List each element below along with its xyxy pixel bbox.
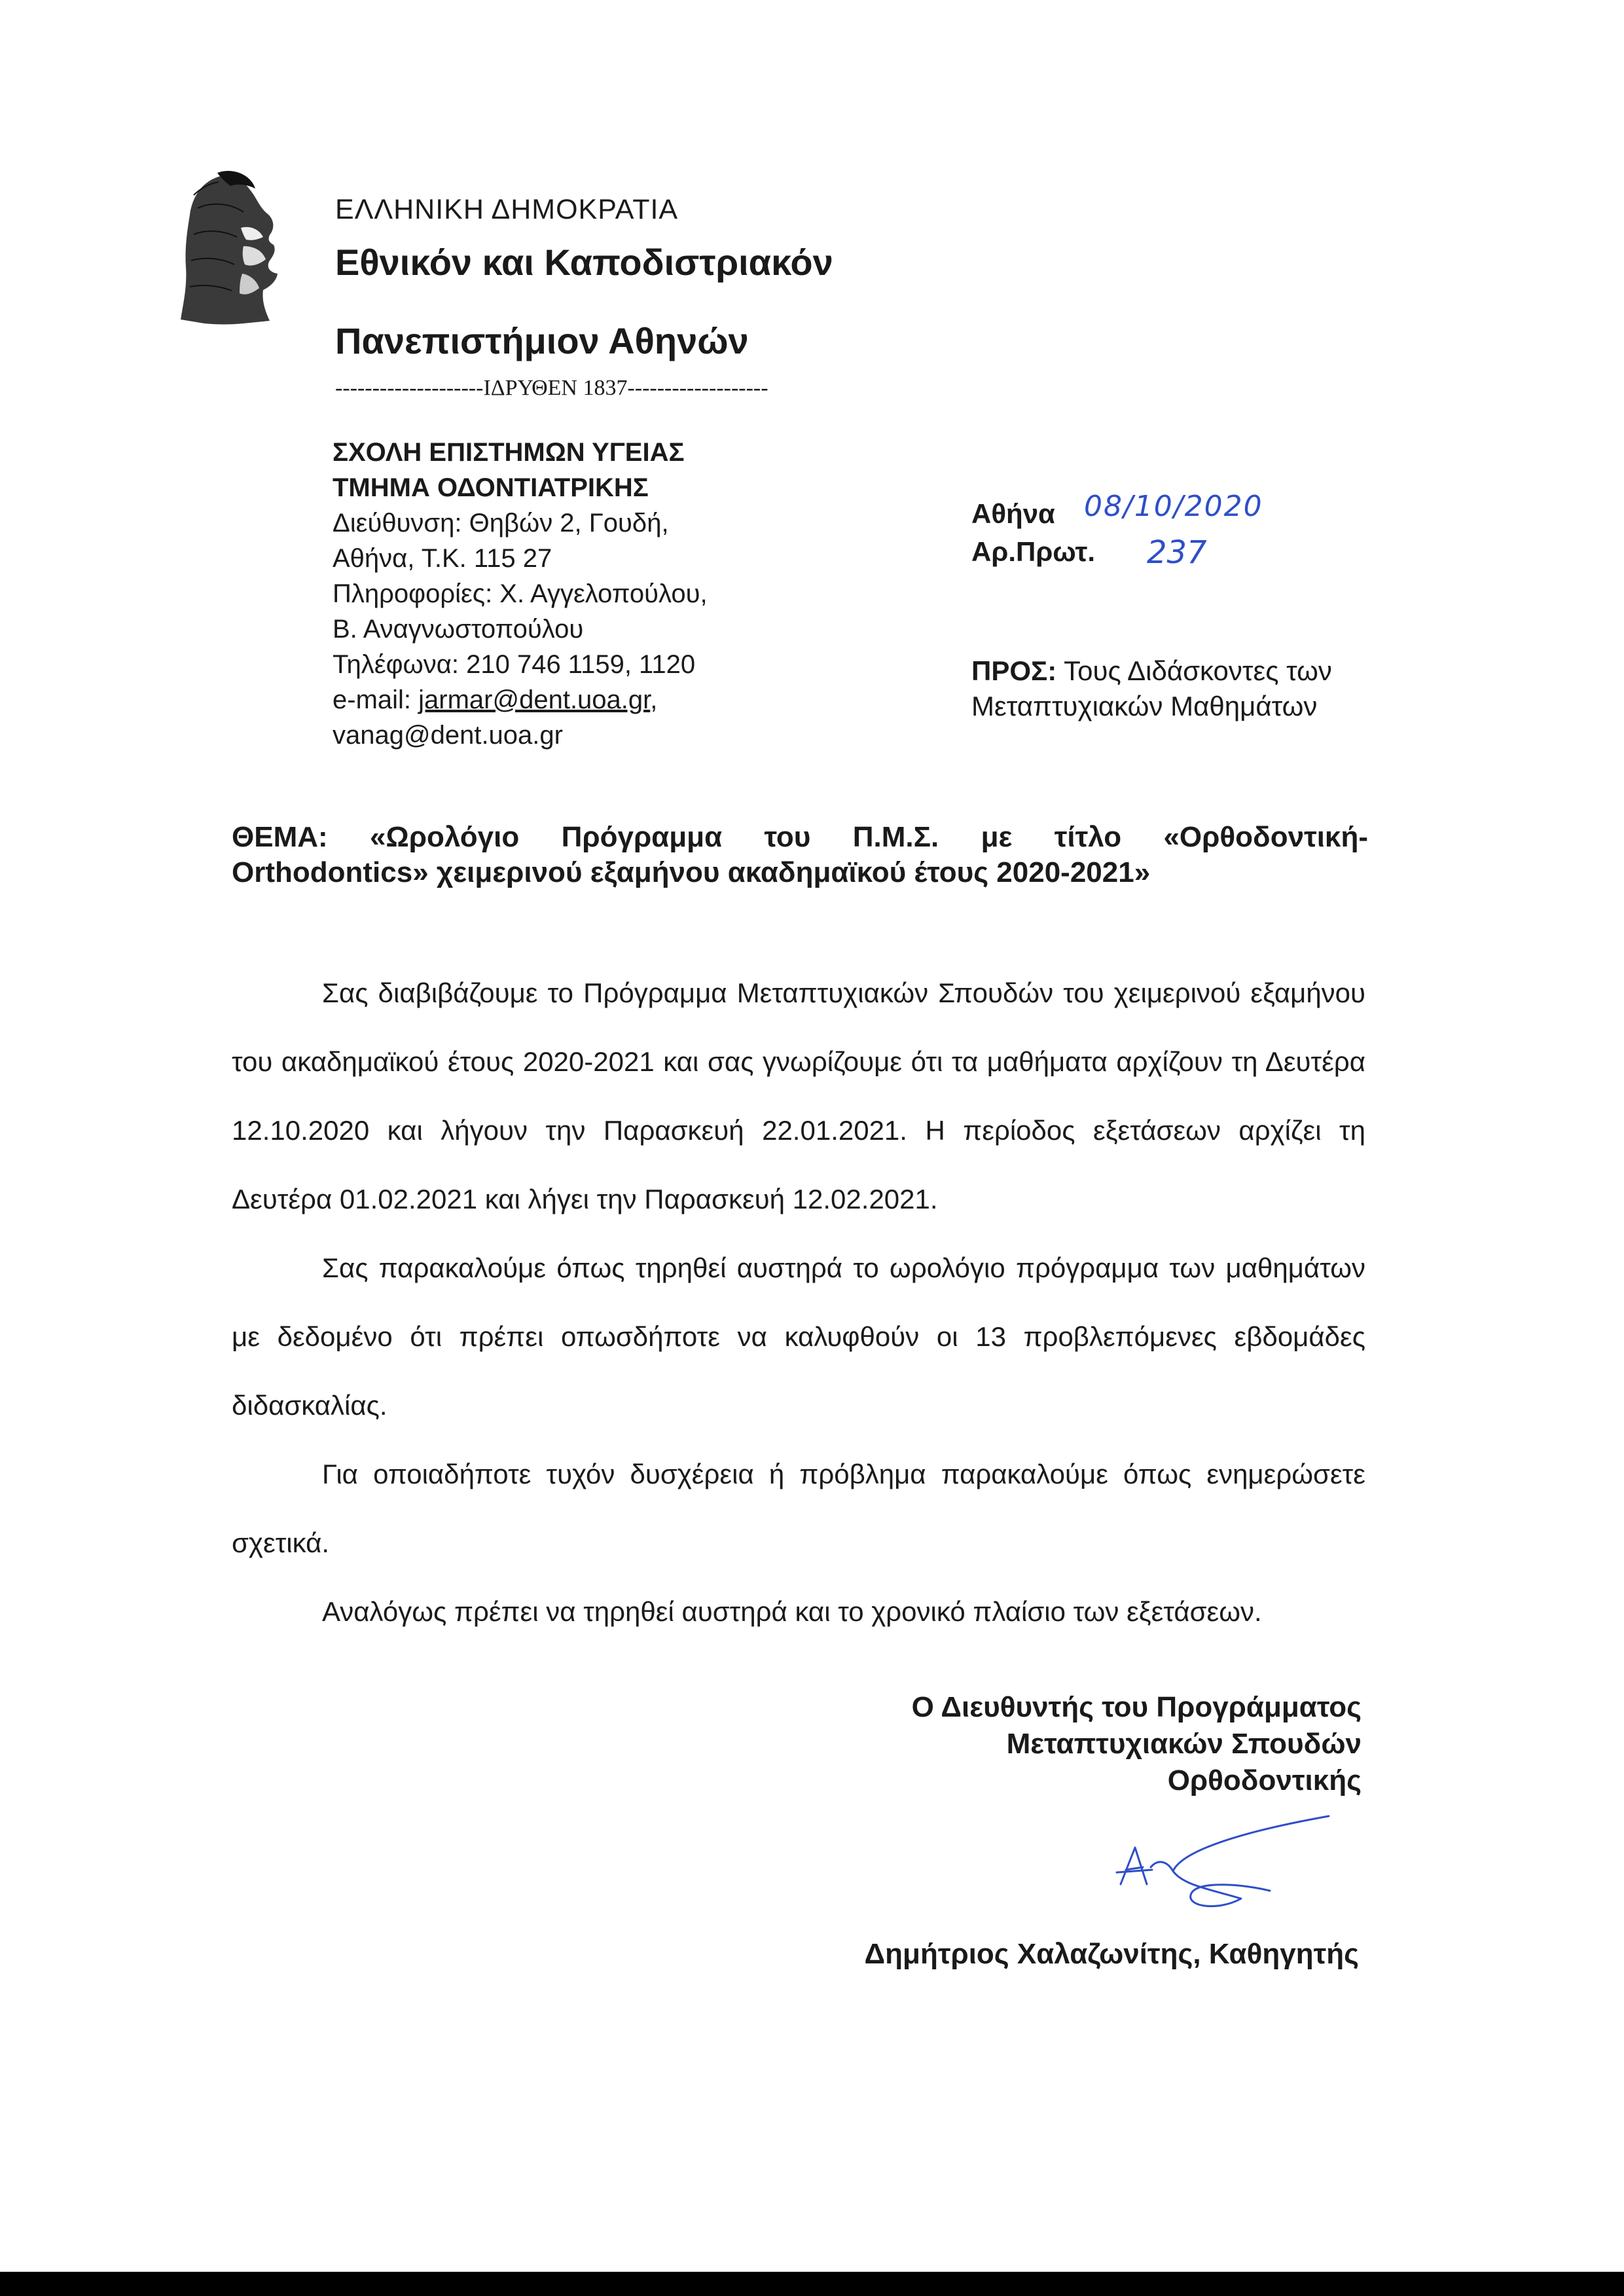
signatory-name: Δημήτριος Χαλαζωνίτης, Καθηγητής (864, 1938, 1359, 1970)
body-paragraph-1: Σας διαβιβάζουμε το Πρόγραμμα Μεταπτυχιακών Σπουδών του χειμερινού εξαμήνου του ακαδημαϊκού έτους 2020-2021 και σας γνωρίζουμε ότι τα μαθήματα αρχίζουν τη Δευτέρα 12.10.2020 και λήγουν την Παρασκευή 22.01.2021. Η περίοδος εξετάσεων αρχίζει τη Δευτέρα 01.02.2021 και λήγει την Παρασκευή 12.02.2021. (232, 977, 1365, 1214)
email-link-2[interactable]: vanag@dent.uoa.gr (333, 721, 563, 750)
address-line1: Διεύθυνση: Θηβών 2, Γουδή, (333, 509, 669, 538)
recipient-line2: Μεταπτυχιακών Μαθημάτων (971, 691, 1318, 721)
sender-block (333, 435, 830, 753)
recipient-block (971, 653, 1430, 724)
phones-line: Τηλέφωνα: 210 746 1159, 1120 (333, 650, 696, 679)
handwritten-signature-icon (1113, 1807, 1335, 1912)
recipient-line1: Τους Διδάσκοντες των (1056, 655, 1332, 686)
subject-line2: Orthodontics» χειμερινού εξαμήνου ακαδημαϊκού έτους 2020-2021» (232, 856, 1151, 888)
subject-block (232, 820, 1368, 890)
handwritten-date: 08/10/2020 (1084, 490, 1263, 523)
info-line1: Πληροφορίες: Χ. Αγγελοπούλου, (333, 579, 708, 608)
email-link-1[interactable]: jarmar@dent.uoa.gr (418, 685, 651, 714)
founded-line: --------------------ΙΔΡΥΘΕΝ 1837------------------- (335, 376, 768, 400)
body-paragraph-2: Σας παρακαλούμε όπως τηρηθεί αυστηρά το ωρολόγιο πρόγραμμα των μαθημάτων με δεδομένο ότι πρέπει οπωσδήποτε να καλυφθούν οι 13 προβλεπόμενες εβδομάδες διδασκαλίας. (232, 1252, 1365, 1421)
email-separator: , (650, 685, 658, 714)
address-line2: Αθήνα, Τ.Κ. 115 27 (333, 544, 552, 573)
signatory-role (720, 1689, 1362, 1799)
info-line2: Β. Αναγνωστοπούλου (333, 615, 584, 644)
signatory-role-line1: Ο Διευθυντής του Προγράμματος (911, 1691, 1362, 1723)
email-label: e-mail: (333, 685, 419, 714)
email-line (333, 682, 830, 718)
department-name: ΤΜΗΜΑ ΟΔΟΝΤΙΑΤΡΙΚΗΣ (333, 473, 649, 502)
handwritten-protocol-number: 237 (1147, 534, 1207, 571)
university-name-line1: Εθνικόν και Καποδιστριακόν (335, 242, 833, 283)
subject-line1: ΘΕΜΑ: «Ωρολόγιο Πρόγραμμα του Π.Μ.Σ. με τίτλο «Ορθοδοντική- (232, 821, 1368, 853)
school-name: ΣΧΟΛΗ ΕΠΙΣΤΗΜΩΝ ΥΓΕΙΑΣ (333, 438, 685, 467)
university-logo-athena-icon (178, 169, 283, 329)
republic-heading: ΕΛΛΗΝΙΚΗ ΔΗΜΟΚΡΑΤΙΑ (335, 194, 679, 225)
body-paragraph-4: Αναλόγως πρέπει να τηρηθεί αυστηρά και το χρονικό πλαίσιο των εξετάσεων. (322, 1596, 1262, 1627)
recipient-label: ΠΡΟΣ: (971, 655, 1057, 686)
letter-body (232, 958, 1365, 1646)
protocol-label: Αρ.Πρωτ. (971, 536, 1096, 567)
date-protocol-block (971, 495, 1095, 571)
signatory-role-line3: Ορθοδοντικής (1167, 1764, 1362, 1796)
university-name-line2: Πανεπιστήμιον Αθηνών (335, 320, 749, 361)
scan-edge-band (0, 2272, 1624, 2296)
body-paragraph-3: Για οποιαδήποτε τυχόν δυσχέρεια ή πρόβλημα παρακαλούμε όπως ενημερώσετε σχετικά. (232, 1459, 1365, 1558)
place-label: Αθήνα (971, 498, 1055, 529)
signatory-role-line2: Μεταπτυχιακών Σπουδών (1006, 1728, 1362, 1760)
